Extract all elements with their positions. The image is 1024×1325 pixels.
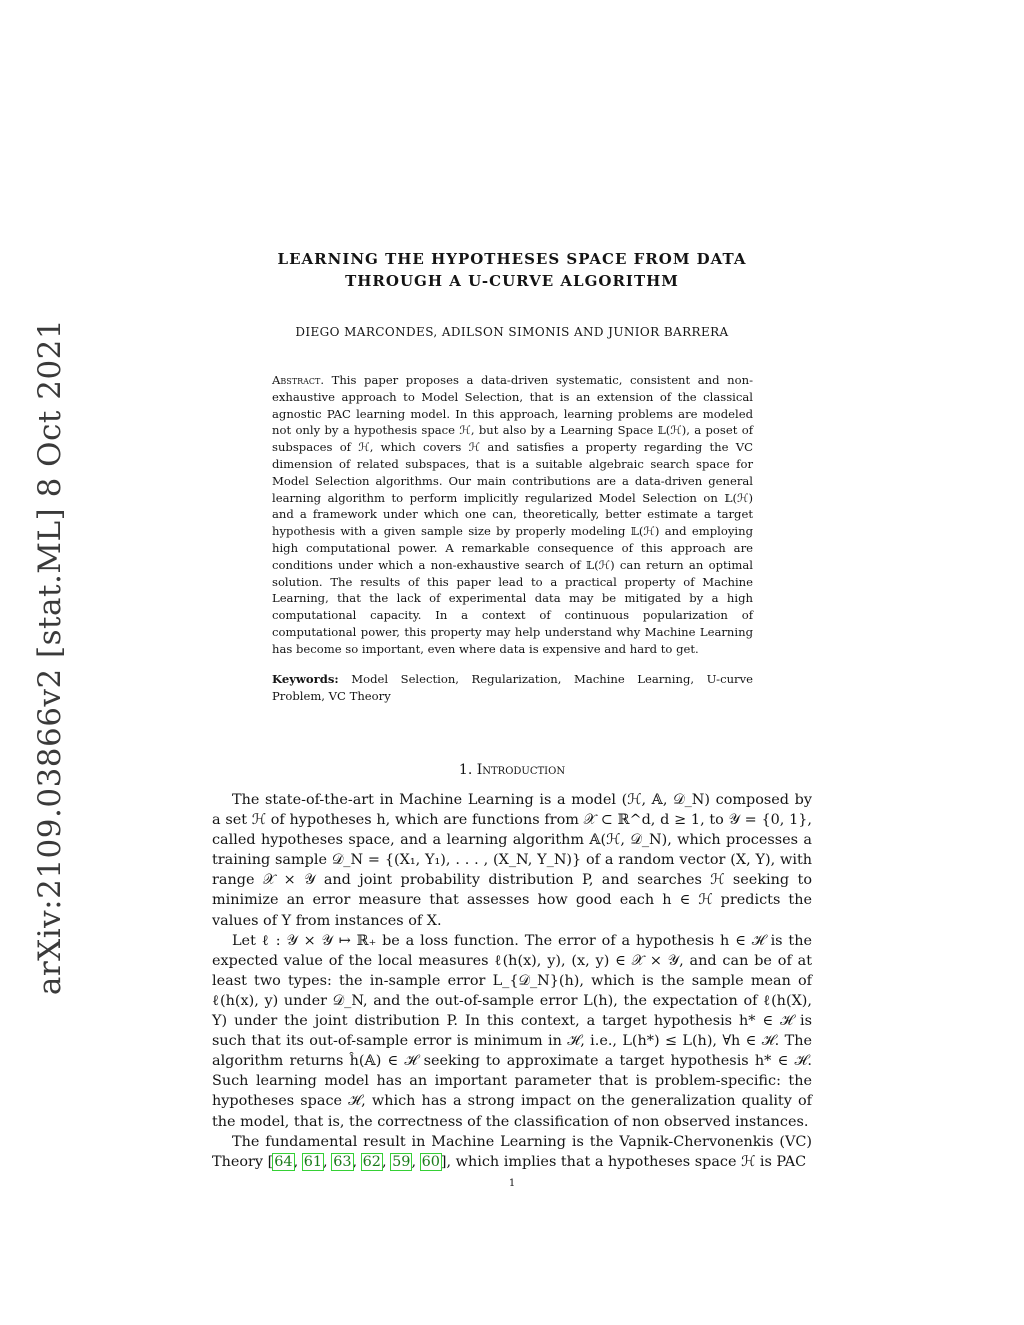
paragraph-1: The state-of-the-art in Machine Learning is a model (ℋ, 𝔸, 𝒟_N) composed by a set ℋ of hypotheses h, which are functions from 𝒳 ⊂ ℝ^d, d ≥ 1, to 𝒴 = {0, 1}, called hypotheses space, and a learning algorithm 𝔸(ℋ, 𝒟_N), which processes a training sample 𝒟_N = {(X₁, Y₁), . . . , (X_N, Y_N)} of a random vector (X, Y), with range 𝒳 × 𝒴 and joint probability distribution P, and searches ℋ seeking to minimize an error measure that assesses how good each h ∈ ℋ predicts the values of Y from instances of X. <box>212 792 812 929</box>
keywords-label: Keywords: <box>272 672 339 686</box>
paragraph-3: The fundamental result in Machine Learning is the Vapnik-Chervonenkis (VC) Theory [64, 61, 63, 62, 59, 60], which implies that a hypotheses space ℋ is PAC <box>212 1133 812 1170</box>
citation-link[interactable]: 59 <box>392 1153 411 1170</box>
arxiv-sidebar <box>30 318 70 996</box>
section-title: Introduction <box>476 762 566 778</box>
paper-title <box>200 248 824 292</box>
title-line-2: THROUGH A U-CURVE ALGORITHM <box>345 272 679 290</box>
abstract-text: This paper proposes a data-driven systematic, consistent and non-exhaustive approach to Model Selection, that is an extension of the classical agnostic PAC learning model. In this approach, learning problems are modeled not only by a hypothesis space ℋ, but also by a Learning Space 𝕃(ℋ), a poset of subspaces of ℋ, which covers ℋ and satisfies a property regarding the VC dimension of related subspaces, that is a suitable algebraic search space for Model Selection algorithms. Our main contributions are a data-driven general learning algorithm to perform implicitly regularized Model Selection on 𝕃(ℋ) and a framework under which one can, theoretically, better estimate a target hypothesis with a given sample size by properly modeling 𝕃(ℋ) and employing high computational power. A remarkable consequence of this approach are conditions under which a non-exhaustive search of 𝕃(ℋ) can return an optimal solution. The results of this paper lead to a practical property of Machine Learning, that the lack of experimental data may be mitigated by a high computational capacity. In a context of continuous popularization of computational power, this property may help understand why Machine Learning has become so important, even where data is expensive and hard to get. <box>272 373 753 656</box>
keywords <box>272 671 753 705</box>
citation-link[interactable]: 61 <box>303 1153 323 1170</box>
citation-link[interactable]: 60 <box>421 1153 440 1170</box>
citation-link[interactable]: 64 <box>274 1153 293 1170</box>
abstract-label: Abstract. <box>272 373 325 387</box>
section-number: 1. <box>458 762 473 778</box>
citation-link[interactable]: 62 <box>362 1153 381 1170</box>
author-list: DIEGO MARCONDES, ADILSON SIMONIS AND JUNIOR BARRERA <box>295 325 729 339</box>
abstract <box>272 372 753 658</box>
paragraph-2: Let ℓ : 𝒴 × 𝒴 ↦ ℝ₊ be a loss function. The error of a hypothesis h ∈ ℋ is the expected value of the local measures ℓ(h(x), y), (x, y) ∈ 𝒳 × 𝒴, and can be of at least two types: the in-sample error L_{𝒟_N}(h), which is the sample mean of ℓ(h(x), y) under 𝒟_N, and the out-of-sample error L(h), the expectation of ℓ(h(X), Y) under the joint distribution P. In this context, a target hypothesis h* ∈ ℋ is such that its out-of-sample error is minimum in ℋ, i.e., L(h*) ≤ L(h), ∀h ∈ ℋ. The algorithm returns ĥ(𝔸) ∈ ℋ seeking to approximate a target hypothesis h* ∈ ℋ. Such learning model has an important parameter that is problem-specific: the hypotheses space ℋ, which has a strong impact on the generalization quality of the model, that is, the correctness of the classification of non observed instances. <box>212 932 812 1130</box>
introduction-body <box>212 790 812 1172</box>
arxiv-identifier: arXiv:2109.03866v2 [stat.ML] 8 Oct 2021 <box>32 318 68 996</box>
title-line-1: LEARNING THE HYPOTHESES SPACE FROM DATA <box>277 250 747 268</box>
paragraph-3-start: The fundamental result in Machine Learning is the Vapnik-Chervonenkis (VC) Theory [ <box>212 1133 812 1170</box>
citation-link[interactable]: 63 <box>333 1153 352 1170</box>
keywords-text: Model Selection, Regularization, Machine Learning, U-curve Problem, VC Theory <box>272 672 753 703</box>
page-number: 1 <box>508 1178 516 1189</box>
section-heading <box>200 762 824 778</box>
paragraph-3-end: ], which implies that a hypotheses space ℋ is PAC <box>440 1153 807 1170</box>
